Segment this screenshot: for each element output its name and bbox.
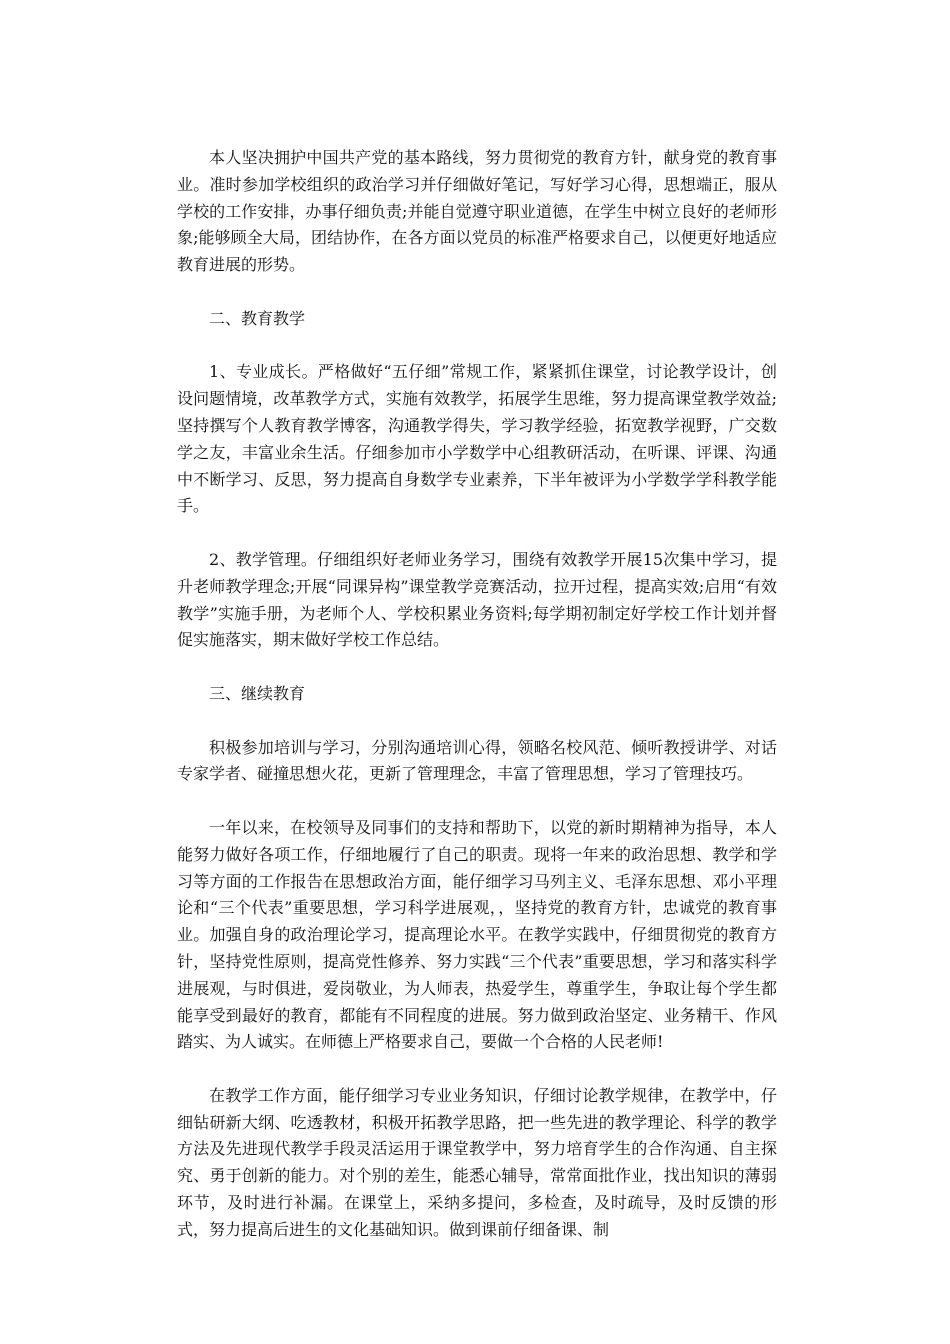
paragraph-year-summary: 一年以来，在校领导及同事们的支持和帮助下，以党的新时期精神为指导，本人能努力做好各项工作，仔细地履行了自己的职责。现将一年来的政治思想、教学和学习等方面的工作报告在思想政治方面，能仔细学习马列主义、毛泽东思想、邓小平理论和“三个代表”重要思想，学习科学进展观，，坚持党的教育方针，忠诚党的教育事业。加强自身的政治理论学习，提高理论水平。在教学实践中，仔细贯彻党的教育方针，坚持党性原则，提高党性修养、努力实践“三个代表”重要思想，学习和落实科学进展观，与时俱进，爱岗敬业，为人师表，热爱学生，尊重学生，争取让每个学生都能享受到最好的教育，都能有不同程度的进展。努力做到政治坚定、业务精干、作风踏实、为人诚实。在师德上严格要求自己，要做一个合格的人民老师! [177,817,777,1052]
paragraph-professional-growth: 1、专业成长。严格做好“五仔细”常规工作，紧紧抓住课堂，讨论教学设计，创设问题情境，改革教学方式，实施有效教学，拓展学生思维，努力提高课堂教学效益;坚持撰写个人教育教学博客，沟通教学得失，学习教学经验，拓宽教学视野，广交数学之友，丰富业余生活。仔细参加市小学数学中心组教研活动，在听课、评课、沟通中不断学习、反思，努力提高自身数学专业素养，下半年被评为小学数学学科教学能手。 [177,362,777,516]
section-heading-continuing-education: 三、继续教育 [209,683,306,703]
paragraph-teaching-work: 在教学工作方面，能仔细学习专业业务知识，仔细讨论教学规律，在教学中，仔细钻研新大纲、吃透教材，积极开拓教学思路，把一些先进的教学理论、科学的教学方法及先进现代教学手段灵活运用于课堂教学中，努力培育学生的合作沟通、自主探究、勇于创新的能力。对个别的差生，能悉心辅导，常常面批作业，找出知识的薄弱环节，及时进行补漏。在课堂上，采纳多提问，多检查，及时疏导，及时反馈的形式，努力提高后进生的文化基础知识。做到课前仔细备课、制 [177,1085,777,1239]
section-heading-education-teaching: 二、教育教学 [209,308,306,328]
paragraph-political-stance: 本人坚决拥护中国共产党的基本路线，努力贯彻党的教育方针，献身党的教育事业。准时参加学校组织的政治学习并仔细做好笔记，写好学习心得，思想端正，服从学校的工作安排，办事仔细负责;并能自觉遵守职业道德，在学生中树立良好的老师形象;能够顾全大局，团结协作，在各方面以党员的标准严格要求自己，以便更好地适应教育进展的形势。 [177,148,777,275]
document-page [177,145,777,1270]
paragraph-training: 积极参加培训与学习，分别沟通培训心得，领略名校风范、倾听教授讲学、对话专家学者、碰撞思想火花，更新了管理理念，丰富了管理思想，学习了管理技巧。 [177,737,777,784]
paragraph-teaching-management: 2、教学管理。仔细组织好老师业务学习，围绕有效教学开展15次集中学习，提升老师教学理念;开展“同课异构”课堂教学竞赛活动，拉开过程，提高实效;启用“有效教学”实施手册，为老师个人、学校积累业务资料;每学期初制定好学校工作计划并督促实施落实，期末做好学校工作总结。 [177,549,777,650]
